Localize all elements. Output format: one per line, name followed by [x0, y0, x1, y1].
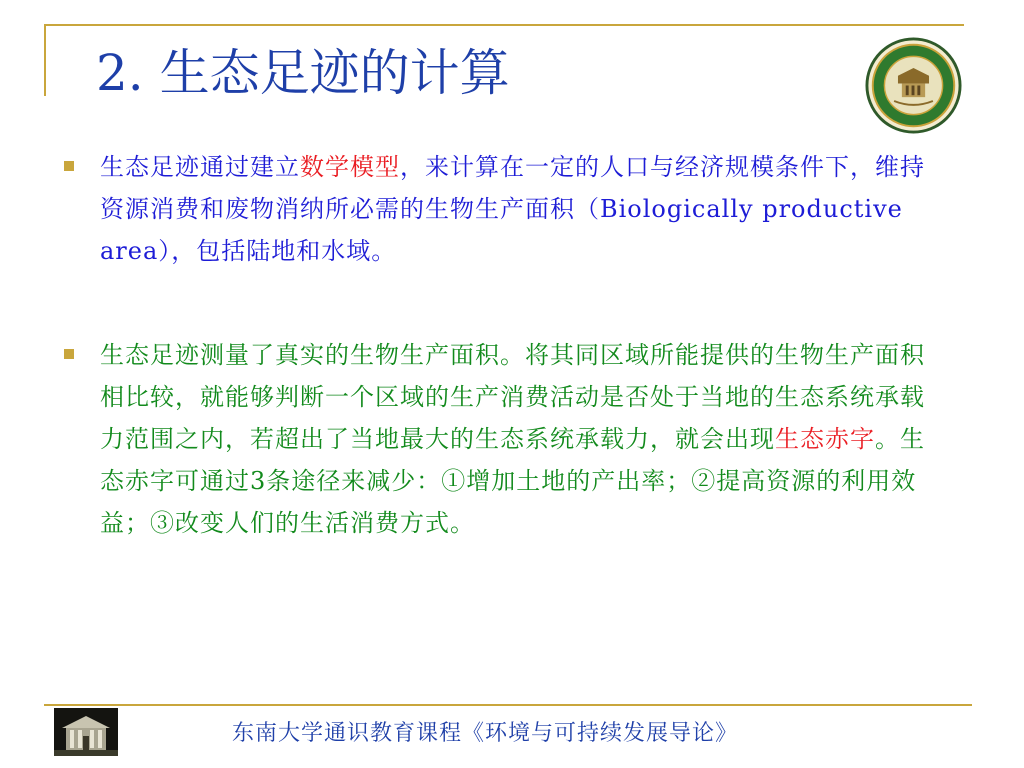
slide-title: 2. 生态足迹的计算	[96, 44, 510, 102]
paragraph-measurement	[100, 334, 930, 544]
bottom-rule	[44, 704, 972, 706]
left-rule	[44, 24, 46, 96]
university-seal-logo	[865, 37, 962, 134]
paragraph-definition	[100, 146, 930, 272]
para2-highlight: 生态赤字	[775, 425, 875, 453]
top-rule	[44, 24, 964, 26]
para1-text-end: ，来计算在一定的人口与经济规模条件下，维持资源消费和废物消纳所必需的生物生产面积（Biologically productive area），包括陆地和水域。	[100, 153, 925, 265]
bullet-marker	[64, 349, 74, 359]
para1-text-start: 生态足迹通过建立	[100, 153, 300, 181]
para1-highlight: 数学模型	[300, 153, 400, 181]
campus-building-thumbnail	[54, 708, 118, 756]
para2-text-start: 生态足迹测量了真实的生物生产面积。将其同区域所能提供的生物生产面积相比较，就能够判断一个区域的生产消费活动是否处于当地的生态系统承载力范围之内，若超出了当地最大的生态系统承载力，就会出现	[100, 341, 925, 453]
bullet-marker	[64, 161, 74, 171]
para2-text-end: 。生态赤字可通过3条途径来减少：①增加土地的产出率；②提高资源的利用效益；③改变人们的生活消费方式。	[100, 425, 925, 537]
footer-course-title: 东南大学通识教育课程《环境与可持续发展导论》	[232, 721, 739, 746]
